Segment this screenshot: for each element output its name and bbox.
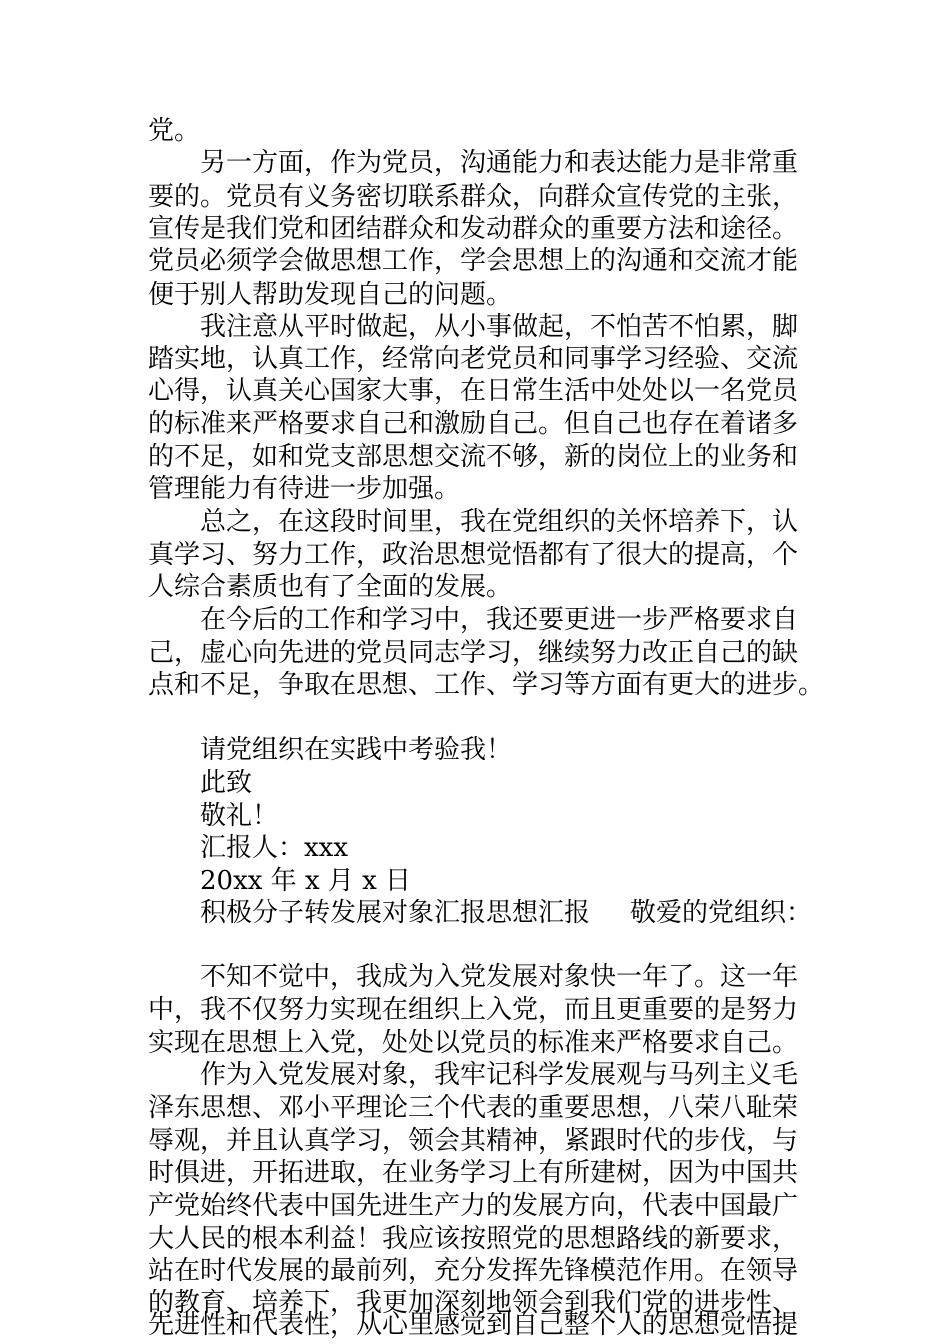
closing-line: 敬礼！	[200, 801, 279, 831]
text-line: 时俱进，开拓进取，在业务学习上有所建树，因为中国共	[148, 1158, 799, 1188]
text-line: 人综合素质也有了全面的发展。	[148, 572, 513, 602]
text-line: 点和不足，争取在思想、工作、学习等方面有更大的进步。	[148, 670, 825, 700]
salutation: 敬爱的党组织：	[630, 898, 813, 928]
next-report-heading	[200, 896, 812, 930]
text-line: 在今后的工作和学习中，我还要更进一步严格要求自	[200, 605, 799, 635]
text-line: 总之，在这段时间里，我在党组织的关怀培养下，认	[200, 507, 799, 537]
report-title: 积极分子转发展对象汇报思想汇报	[200, 898, 591, 928]
text-line: 心得，认真关心国家大事，在日常生活中处处以一名党员	[148, 376, 799, 406]
text-line: 先进性和代表性，从心里感觉到自己整个人的思想觉悟提	[148, 1310, 799, 1340]
text-line: 不知不觉中，我成为入党发展对象快一年了。这一年	[200, 962, 799, 992]
text-line: 真学习、努力工作，政治思想觉悟都有了很大的提高，个	[148, 540, 799, 570]
date-line: 20xx 年 x 月 x 日	[200, 866, 412, 896]
reporter-line: 汇报人：xxx	[200, 833, 348, 863]
text-line: 的不足，如和党支部思想交流不够，新的岗位上的业务和	[148, 442, 799, 472]
text-line: 管理能力有待进一步加强。	[148, 474, 461, 504]
text-line: 辱观，并且认真学习，领会其精神，紧跟时代的步伐，与	[148, 1126, 799, 1156]
text-line: 的标准来严格要求自己和激励自己。但自己也存在着诸多	[148, 409, 799, 439]
text-line: 站在时代发展的最前列，充分发挥先锋模范作用。在领导	[148, 1256, 799, 1286]
text-line: 己，虚心向先进的党员同志学习，继续努力改正自己的缺	[148, 638, 799, 668]
text-line: 作为入党发展对象，我牢记科学发展观与马列主义毛	[200, 1060, 799, 1090]
text-line: 踏实地，认真工作，经常向老党员和同事学习经验、交流	[148, 344, 799, 374]
closing-line: 请党组织在实践中考验我！	[200, 735, 513, 765]
text-line: 便于别人帮助发现自己的问题。	[148, 280, 513, 310]
text-line: 要的。党员有义务密切联系群众，向群众宣传党的主张，	[148, 182, 799, 212]
text-line: 中，我不仅努力实现在组织上入党，而且更重要的是努力	[148, 995, 799, 1025]
text-line: 党。	[148, 116, 201, 146]
text-line: 大人民的根本利益！我应该按照党的思想路线的新要求，	[148, 1224, 799, 1254]
text-line: 另一方面，作为党员，沟通能力和表达能力是非常重	[200, 148, 799, 178]
text-line: 宣传是我们党和团结群众和发动群众的重要方法和途径。	[148, 214, 799, 244]
text-line: 实现在思想上入党，处处以党员的标准来严格要求自己。	[148, 1028, 799, 1058]
closing-line: 此致	[200, 768, 253, 798]
text-line: 泽东思想、邓小平理论三个代表的重要思想，八荣八耻荣	[148, 1093, 799, 1123]
text-line: 我注意从平时做起，从小事做起，不怕苦不怕累，脚	[200, 312, 799, 342]
text-line: 产党始终代表中国先进生产力的发展方向，代表中国最广	[148, 1191, 799, 1221]
text-line: 党员必须学会做思想工作，学会思想上的沟通和交流才能	[148, 246, 799, 276]
text-line: 的教育、培养下，我更加深刻地领会到我们党的进步性、	[148, 1288, 799, 1318]
